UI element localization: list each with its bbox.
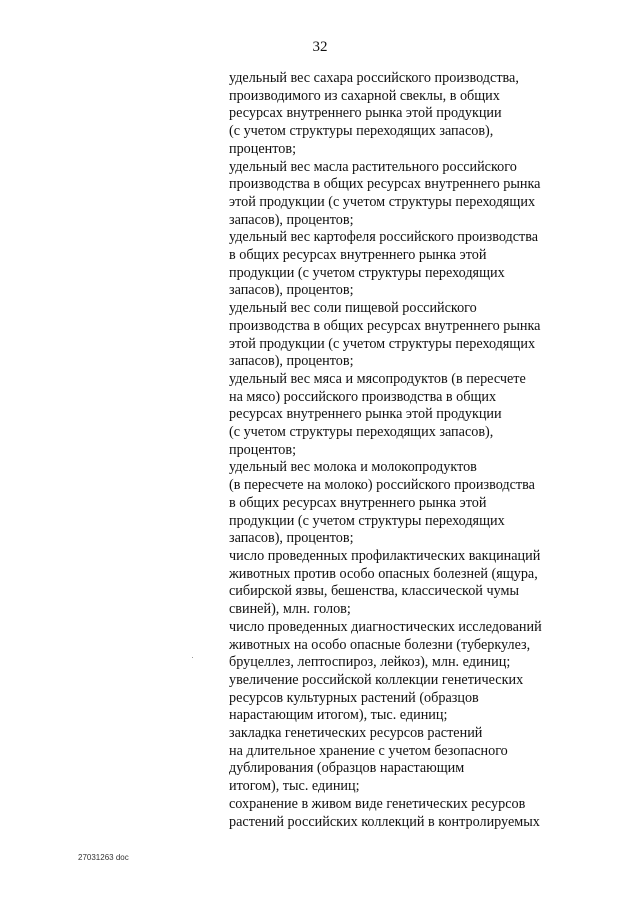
text-line: ресурсах внутреннего рынка этой продукции [229,406,502,423]
indicator-list [229,70,569,831]
text-line: растений российских коллекций в контролируемых [229,813,540,830]
text-line: в общих ресурсах внутреннего рынка этой [229,247,487,264]
text-line: запасов), процентов; [229,353,354,370]
text-line: (с учетом структуры переходящих запасов), [229,424,494,441]
text-line: в общих ресурсах внутреннего рынка этой [229,494,487,511]
text-line: свиней), млн. голов; [229,601,351,618]
text-line: число проведенных профилактических вакцинаций [229,547,541,564]
text-line: удельный вес мяса и мясопродуктов (в пересчете [229,370,526,387]
text-line: животных на особо опасные болезни (туберкулез, [229,636,531,653]
text-line: ресурсах внутреннего рынка этой продукции [229,105,502,122]
text-line: животных против особо опасных болезней (ящура, [229,565,538,582]
text-line: этой продукции (с учетом структуры переходящих [229,193,536,210]
text-line: запасов), процентов; [229,530,354,547]
text-line: удельный вес сахара российского производства, [229,70,519,86]
text-line: увеличение российской коллекции генетических [229,671,524,688]
text-line: ресурсов культурных растений (образцов [229,689,479,706]
text-line: на длительное хранение с учетом безопасного [229,742,508,759]
text-line: производимого из сахарной свеклы, в общих [229,87,500,104]
text-line: запасов), процентов; [229,211,354,228]
text-line: (с учетом структуры переходящих запасов), [229,123,494,140]
text-line: итогом), тыс. единиц; [229,778,360,795]
text-line: процентов; [229,140,297,157]
text-line: продукции (с учетом структуры переходящих [229,264,505,281]
text-line: удельный вес картофеля российского производства [229,229,539,246]
text-line: сибирской язвы, бешенства, классической чумы [229,583,519,600]
text-line: нарастающим итогом), тыс. единиц; [229,707,448,724]
text-line: продукции (с учетом структуры переходящих [229,512,505,529]
text-line: бруцеллез, лептоспироз, лейкоз), млн. единиц; [229,654,511,671]
text-line: число проведенных диагностических исследований [229,618,542,635]
text-line: производства в общих ресурсах внутреннего рынка [229,176,541,193]
text-line: производства в общих ресурсах внутреннего рынка [229,317,541,334]
text-line: удельный вес молока и молокопродуктов [229,459,477,476]
text-line: удельный вес масла растительного российского [229,158,517,175]
text-line: на мясо) российского производства в общих [229,388,497,405]
scan-speck [192,657,193,658]
text-line: сохранение в живом виде генетических ресурсов [229,795,526,812]
text-line: закладка генетических ресурсов растений [229,725,483,742]
document-file-code: 27031263 doc [78,853,129,862]
page-number: 32 [312,39,328,55]
text-line: запасов), процентов; [229,282,354,299]
text-line: процентов; [229,441,297,458]
text-line: удельный вес соли пищевой российского [229,300,477,317]
text-line: дублирования (образцов нарастающим [229,760,465,777]
text-line: (в пересчете на молоко) российского производства [229,477,535,494]
text-line: этой продукции (с учетом структуры переходящих [229,335,536,352]
